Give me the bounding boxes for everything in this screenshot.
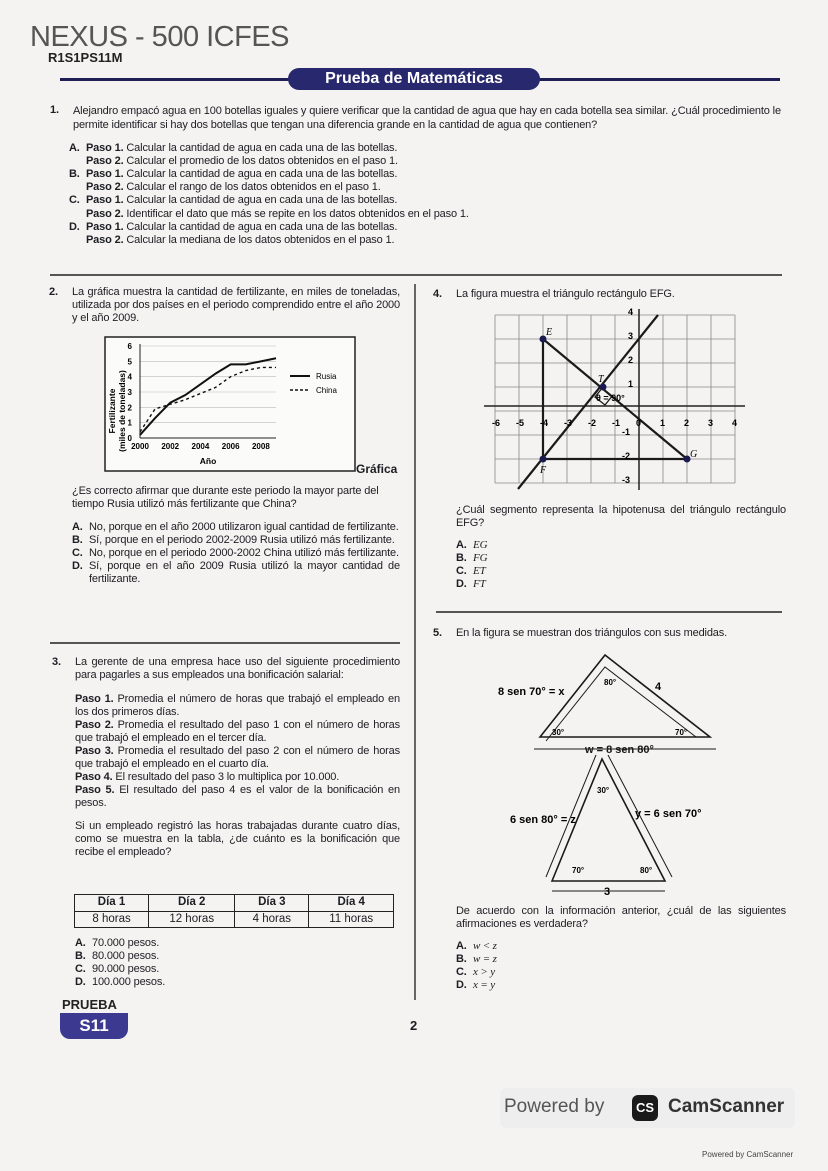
- legend-label: China: [316, 386, 337, 395]
- label-base-3: 3: [604, 886, 611, 895]
- divider: [50, 642, 400, 644]
- step-text: Promedia el resultado del paso 1 con el número de horas que trabajó el empleado en el tercer día.: [75, 718, 400, 744]
- step-text: Calcular la cantidad de agua en cada una de las botellas.: [126, 194, 398, 207]
- angle-right-1: 70°: [675, 728, 688, 737]
- answer-option[interactable]: [72, 560, 400, 586]
- label-x: 8 sen 70° = x: [498, 686, 565, 698]
- question-4: [433, 288, 786, 301]
- y-tick-label: -1: [622, 427, 631, 437]
- label-w: w = 8 sen 80°: [585, 744, 654, 756]
- step-label: Paso 1.: [86, 220, 124, 233]
- step-label: Paso 2.: [86, 233, 124, 246]
- step-label: Paso 4.: [75, 770, 113, 783]
- y-tick-label: 1: [127, 418, 132, 428]
- option-text: 80.000 pesos.: [92, 949, 160, 962]
- answer-option[interactable]: [69, 168, 788, 194]
- table-header: Día 3: [235, 895, 309, 912]
- option-text: Sí, porque en el periodo 2002-2009 Rusia utilizó más fertilizante.: [89, 533, 395, 546]
- triangle-1-border: [546, 667, 696, 741]
- brand-title: NEXUS - 500 ICFES: [30, 21, 290, 53]
- answer-option[interactable]: [456, 552, 786, 565]
- option-letter: C.: [69, 194, 80, 207]
- test-code: R1S1PS11M: [48, 50, 123, 65]
- x-tick-label: 0: [636, 418, 642, 428]
- option-text: x = y: [473, 978, 495, 991]
- answer-option[interactable]: [456, 565, 786, 578]
- column-divider: [414, 284, 416, 1000]
- option-letter: C.: [456, 564, 467, 577]
- camscanner-logo-icon: CS: [632, 1095, 658, 1121]
- table-header: Día 1: [75, 895, 149, 912]
- step-label: Paso 1.: [75, 692, 114, 705]
- label-T: T: [598, 374, 604, 385]
- option-text: 90.000 pesos.: [92, 962, 160, 975]
- step-label: Paso 2.: [86, 154, 124, 167]
- angle-label: θ = 90°: [596, 393, 625, 403]
- answer-option[interactable]: [72, 534, 400, 547]
- y-tick-label: -3: [622, 475, 631, 485]
- y-tick-label: 6: [127, 342, 132, 351]
- answer-option[interactable]: [456, 578, 786, 591]
- question-number: 3.: [52, 656, 61, 668]
- option-letter: A.: [456, 939, 467, 952]
- x-tick-label: -3: [564, 418, 573, 428]
- answer-option[interactable]: [75, 937, 275, 950]
- question-text: La figura muestra el triángulo rectángulo EFG.: [456, 288, 675, 300]
- step-text: Calcular el promedio de los datos obtenidos en el paso 1.: [126, 154, 398, 167]
- answer-option[interactable]: [75, 950, 275, 963]
- answer-option[interactable]: [456, 953, 786, 966]
- y-tick-label: -2: [622, 451, 631, 461]
- footer-code-badge: S11: [60, 1013, 128, 1039]
- option-letter: A.: [69, 141, 80, 154]
- option-text: ET: [473, 564, 486, 577]
- answer-option[interactable]: [72, 547, 400, 560]
- question-prompt: Si un empleado registró las horas trabajadas durante cuatro días, como se muestra en la tabla, ¿de cuánto es la bonificación que recibe el empleado?: [75, 819, 400, 858]
- step-text: El resultado del paso 3 lo multiplica por 10.000.: [115, 770, 340, 783]
- question-2-prompt: [72, 485, 400, 586]
- option-letter: B.: [69, 167, 80, 180]
- angle-left-2: 70°: [572, 866, 585, 875]
- step-label: Paso 2.: [86, 181, 124, 194]
- x-tick-label: 4: [732, 418, 738, 428]
- angle-right-2: 80°: [640, 866, 653, 875]
- option-letter: A.: [72, 520, 83, 533]
- table-cell: 8 horas: [75, 911, 149, 928]
- coordinate-grid: [480, 305, 750, 500]
- question-1: [50, 104, 788, 247]
- option-letter: D.: [456, 978, 467, 991]
- answer-option[interactable]: [456, 979, 786, 992]
- x-tick-label: 2004: [191, 442, 210, 451]
- question-4-prompt: [456, 504, 786, 591]
- step-text: Calcular la cantidad de agua en cada una de las botellas.: [126, 167, 398, 180]
- y-tick-label: 1: [628, 379, 634, 389]
- x-tick-label: 2000: [131, 442, 149, 451]
- point-F: [540, 456, 547, 463]
- question-5: [433, 627, 786, 640]
- option-text: FG: [473, 551, 488, 564]
- procedure-step: [75, 784, 400, 810]
- option-text: No, porque en el periodo 2000-2002 China utilizó más fertilizante.: [89, 546, 399, 559]
- angle-left-1: 30°: [552, 728, 565, 737]
- question-text: En la figura se muestran dos triángulos con sus medidas.: [456, 627, 728, 639]
- option-letter: C.: [456, 965, 467, 978]
- table-cell: 11 horas: [309, 911, 394, 928]
- answer-option[interactable]: [75, 976, 275, 989]
- question-5-prompt: [456, 905, 786, 992]
- x-tick-label: 3: [708, 418, 714, 428]
- angle-top-2: 30°: [597, 786, 610, 795]
- step-text: Identificar el dato que más se repite en los datos obtenidos en el paso 1.: [126, 207, 469, 220]
- fertilizer-chart: [104, 336, 356, 472]
- step-label: Paso 2.: [75, 718, 114, 731]
- option-text: 70.000 pesos.: [92, 937, 160, 949]
- option-text: EG: [473, 538, 488, 551]
- hours-table: [74, 894, 394, 928]
- page-number: 2: [410, 1018, 418, 1033]
- step-text: El resultado del paso 4 es el valor de la bonificación en pesos.: [75, 783, 400, 809]
- table-cell: 4 horas: [235, 911, 309, 928]
- option-letter: B.: [75, 949, 86, 962]
- step-label: Paso 1.: [86, 194, 124, 207]
- x-tick-label: -1: [612, 418, 621, 428]
- x-tick-label: -2: [588, 418, 597, 428]
- step-text: Calcular la mediana de los datos obtenidos en el paso 1.: [126, 233, 395, 246]
- divider: [436, 611, 782, 613]
- label-z: 6 sen 80° = z: [510, 814, 576, 826]
- powered-by-text: Powered by: [504, 1096, 605, 1117]
- line-FT: [518, 315, 658, 489]
- y-tick-label: 0: [127, 434, 132, 443]
- option-letter: B.: [72, 533, 83, 546]
- y-axis-label: Fertilizante: [107, 388, 117, 434]
- question-prompt: ¿Es correcto afirmar que durante este periodo la mayor parte del tiempo Rusia utilizó más fertilizante que China?: [72, 485, 379, 510]
- angle-top-1: 80°: [604, 678, 617, 687]
- label-y: y = 6 sen 70°: [635, 808, 702, 820]
- y-axis-label-units: (miles de toneladas): [117, 370, 127, 452]
- y-tick-label: 3: [628, 331, 634, 341]
- question-prompt: ¿Cuál segmento representa la hipotenusa del triángulo rectángulo EFG?: [456, 504, 786, 529]
- triangle-1: [540, 655, 710, 737]
- question-number: 1.: [50, 104, 59, 116]
- question-text: La gráfica muestra la cantidad de fertilizante, en miles de toneladas, utilizada por dos países en el periodo comprendido entre el año 2000 y el año 2009.: [72, 286, 400, 324]
- option-letter: A.: [75, 937, 86, 949]
- x-tick-label: 1: [660, 418, 666, 428]
- label-E: E: [546, 327, 553, 338]
- option-letter: C.: [72, 546, 83, 559]
- step-label: Paso 1.: [86, 167, 124, 180]
- camscanner-watermark: [500, 1088, 795, 1128]
- step-label: Paso 3.: [75, 744, 114, 757]
- question-number: 2.: [49, 286, 58, 298]
- procedure-step: [75, 719, 400, 745]
- step-text: Calcular la cantidad de agua en cada una de las botellas.: [126, 141, 398, 154]
- option-letter: D.: [456, 577, 467, 590]
- answer-option[interactable]: [456, 539, 786, 552]
- camscanner-small-watermark: Powered by CamScanner: [702, 1150, 794, 1159]
- answer-option[interactable]: [75, 963, 275, 976]
- procedure-step: [75, 771, 400, 784]
- label-side-4: 4: [655, 681, 662, 693]
- option-text: 100.000 pesos.: [92, 975, 166, 988]
- step-label: Paso 2.: [86, 207, 124, 220]
- question-prompt: De acuerdo con la información anterior, ¿cuál de las siguientes afirmaciones es verdadera?: [456, 905, 786, 930]
- camscanner-text: CamScanner: [668, 1096, 785, 1117]
- option-letter: D.: [75, 975, 86, 988]
- label-G: G: [690, 449, 698, 460]
- y-tick-label: 5: [127, 357, 132, 367]
- option-letter: A.: [456, 538, 467, 551]
- table-header: Día 4: [309, 895, 394, 912]
- option-text: Sí, porque en el año 2009 Rusia utilizó la mayor cantidad de fertilizante.: [89, 559, 400, 585]
- x-tick-label: 2002: [161, 442, 180, 451]
- question-text: La gerente de una empresa hace uso del siguiente procedimiento para pagarles a sus empleados una bonificación salarial:: [75, 656, 400, 681]
- option-letter: D.: [72, 559, 83, 572]
- footer-prueba: PRUEBA: [62, 997, 117, 1012]
- y-tick-label: 4: [127, 372, 132, 382]
- question-3: [52, 656, 400, 859]
- answer-option[interactable]: [456, 966, 786, 979]
- procedure-step: [75, 693, 400, 719]
- label-F: F: [540, 465, 547, 476]
- step-text: Promedia el resultado del paso 2 con el número de horas que trabajó el empleado en el cuarto día.: [75, 744, 400, 770]
- step-text: Calcular la cantidad de agua en cada una de las botellas.: [126, 220, 398, 233]
- section-title: Prueba de Matemáticas: [288, 68, 540, 90]
- answer-option[interactable]: [69, 194, 788, 220]
- option-text: No, porque en el año 2000 utilizaron igual cantidad de fertilizante.: [89, 520, 399, 533]
- option-letter: D.: [69, 220, 80, 233]
- answer-options: [75, 937, 275, 989]
- figure-label: Gráfica: [356, 462, 398, 476]
- step-text: Calcular el rango de los datos obtenidos en el paso 1.: [126, 181, 381, 194]
- question-number: 5.: [433, 627, 442, 639]
- x-tick-label: -5: [516, 418, 525, 428]
- option-text: w < z: [473, 939, 497, 952]
- x-tick-label: 2: [684, 418, 690, 428]
- x-axis-label: Año: [199, 456, 217, 466]
- option-letter: C.: [75, 962, 86, 975]
- divider: [50, 274, 782, 276]
- question-2: [49, 286, 400, 325]
- question-number: 4.: [433, 288, 442, 300]
- answer-option[interactable]: [72, 521, 400, 534]
- y-tick-label: 3: [127, 388, 132, 397]
- answer-option[interactable]: [69, 221, 788, 247]
- procedure-step: [75, 745, 400, 771]
- y-tick-label: 2: [127, 403, 132, 413]
- step-label: Paso 1.: [86, 141, 124, 154]
- answer-option[interactable]: [69, 142, 788, 168]
- table-cell: 12 horas: [149, 911, 235, 928]
- legend-label: Rusia: [316, 372, 337, 381]
- option-text: x > y: [473, 965, 495, 978]
- option-text: FT: [473, 577, 486, 590]
- x-tick-label: -6: [492, 418, 501, 428]
- triangles-figure: [490, 645, 750, 895]
- table-header: Día 2: [149, 895, 235, 912]
- answer-option[interactable]: [456, 940, 786, 953]
- step-label: Paso 5.: [75, 783, 115, 796]
- x-tick-label: 2006: [221, 442, 240, 451]
- option-text: w = z: [473, 952, 497, 965]
- y-tick-label: 2: [628, 355, 634, 365]
- step-text: Promedia el número de horas que trabajó el empleado en los dos primeros días.: [75, 692, 400, 718]
- x-tick-label: 2008: [251, 442, 270, 451]
- x-tick-label: -4: [540, 418, 549, 428]
- question-text: Alejandro empacó agua en 100 botellas iguales y quiere verificar que la cantidad de agua que hay en cada botella sea similar. ¿Cuál procedimiento le permite identificar si hay dos botellas que tengan una diferencia grande en la cantidad de agua que contienen?: [73, 105, 781, 132]
- option-letter: B.: [456, 952, 467, 965]
- option-letter: B.: [456, 551, 467, 564]
- y-tick-label: 4: [628, 307, 634, 317]
